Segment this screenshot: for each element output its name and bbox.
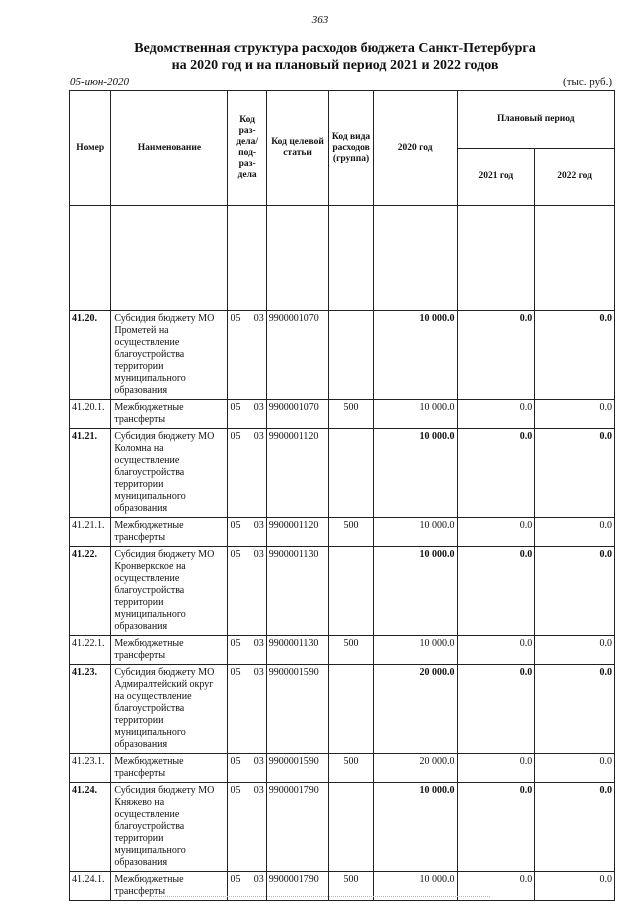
row-amount-2021: 0.0 (457, 665, 535, 754)
title-line-2: на 2020 год и на плановый период 2021 и 2022 годов (171, 58, 499, 73)
row-name: Межбюджетные трансферты (111, 872, 228, 901)
header-section: Код раз- дела/ под- раз- дела (228, 91, 266, 206)
row-target-code: 9900001130 (266, 547, 329, 636)
header-2020: 2020 год (373, 91, 457, 206)
row-section-code (228, 400, 266, 429)
row-amount-2022: 0.0 (535, 518, 615, 547)
row-name: Субсидия бюджету МО Адмиралтейский округ на осуществление благоустройства территории муниципального образования (111, 665, 228, 754)
subsection-code: 03 (253, 638, 264, 649)
row-amount-2020: 20 000.0 (373, 665, 457, 754)
table-row (70, 754, 615, 783)
table-row (70, 400, 615, 429)
budget-table (69, 90, 615, 901)
table-body (70, 311, 615, 901)
row-expense-type: 500 (329, 400, 373, 429)
row-amount-2020: 10 000.0 (373, 400, 457, 429)
row-amount-2020: 10 000.0 (373, 518, 457, 547)
row-number: 41.20. (70, 311, 111, 400)
row-amount-2022: 0.0 (535, 872, 615, 901)
row-amount-2021: 0.0 (457, 636, 535, 665)
row-name: Межбюджетные трансферты (111, 518, 228, 547)
row-amount-2022: 0.0 (535, 311, 615, 400)
row-name: Межбюджетные трансферты (111, 754, 228, 783)
section-code: 05 (230, 874, 241, 885)
row-name: Межбюджетные трансферты (111, 636, 228, 665)
row-section-code (228, 783, 266, 872)
row-name: Субсидия бюджету МО Кронверкское на осуществление благоустройства территории муниципального образования (111, 547, 228, 636)
subsection-code: 03 (253, 431, 264, 442)
row-amount-2022: 0.0 (535, 665, 615, 754)
header-expense-type: Код вида расходов (группа) (329, 91, 373, 206)
row-name: Межбюджетные трансферты (111, 400, 228, 429)
row-expense-type (329, 665, 373, 754)
header-2021: 2021 год (457, 148, 535, 206)
units-label: (тыс. руб.) (563, 76, 612, 88)
subsection-code: 03 (253, 667, 264, 678)
row-amount-2022: 0.0 (535, 636, 615, 665)
document-title (60, 40, 610, 74)
row-amount-2021: 0.0 (457, 311, 535, 400)
row-section-code (228, 636, 266, 665)
header-target: Код целевой статьи (266, 91, 329, 206)
header-number: Номер (70, 91, 111, 206)
row-number: 41.24. (70, 783, 111, 872)
row-target-code: 9900001130 (266, 636, 329, 665)
row-expense-type (329, 429, 373, 518)
section-code: 05 (230, 549, 241, 560)
row-amount-2021: 0.0 (457, 518, 535, 547)
row-expense-type: 500 (329, 872, 373, 901)
table-row (70, 518, 615, 547)
header-planned-period: Плановый период (457, 91, 614, 149)
table-row (70, 311, 615, 400)
row-expense-type (329, 547, 373, 636)
section-code: 05 (230, 431, 241, 442)
subsection-code: 03 (253, 402, 264, 413)
section-code: 05 (230, 638, 241, 649)
header-2022: 2022 год (535, 148, 615, 206)
table-row (70, 665, 615, 754)
header-name: Наименование (111, 91, 228, 206)
row-target-code: 9900001120 (266, 429, 329, 518)
row-number: 41.22.1. (70, 636, 111, 665)
row-amount-2022: 0.0 (535, 783, 615, 872)
row-section-code (228, 547, 266, 636)
row-target-code: 9900001790 (266, 872, 329, 901)
table-row (70, 429, 615, 518)
row-amount-2020: 20 000.0 (373, 754, 457, 783)
section-code: 05 (230, 520, 241, 531)
row-amount-2020: 10 000.0 (373, 783, 457, 872)
row-target-code: 9900001070 (266, 311, 329, 400)
row-target-code: 9900001070 (266, 400, 329, 429)
table-row (70, 783, 615, 872)
row-amount-2021: 0.0 (457, 547, 535, 636)
row-number: 41.22. (70, 547, 111, 636)
row-section-code (228, 665, 266, 754)
table-row (70, 636, 615, 665)
row-name: Субсидия бюджету МО Княжево на осуществление благоустройства территории муниципального образования (111, 783, 228, 872)
title-line-1: Ведомственная структура расходов бюджета Санкт-Петербурга (134, 41, 536, 56)
table-row (70, 547, 615, 636)
row-amount-2020: 10 000.0 (373, 872, 457, 901)
row-section-code (228, 311, 266, 400)
row-amount-2020: 10 000.0 (373, 547, 457, 636)
row-target-code: 9900001120 (266, 518, 329, 547)
section-code: 05 (230, 756, 241, 767)
row-amount-2021: 0.0 (457, 429, 535, 518)
row-amount-2021: 0.0 (457, 754, 535, 783)
row-amount-2022: 0.0 (535, 754, 615, 783)
row-target-code: 9900001590 (266, 665, 329, 754)
row-amount-2022: 0.0 (535, 429, 615, 518)
row-amount-2022: 0.0 (535, 547, 615, 636)
section-code: 05 (230, 313, 241, 324)
row-expense-type (329, 311, 373, 400)
row-amount-2020: 10 000.0 (373, 311, 457, 400)
section-code: 05 (230, 785, 241, 796)
row-number: 41.21. (70, 429, 111, 518)
section-code: 05 (230, 667, 241, 678)
row-name: Субсидия бюджету МО Прометей на осуществление благоустройства территории муниципального образования (111, 311, 228, 400)
section-code: 05 (230, 402, 241, 413)
subsection-code: 03 (253, 756, 264, 767)
row-section-code (228, 518, 266, 547)
row-number: 41.21.1. (70, 518, 111, 547)
row-target-code: 9900001790 (266, 783, 329, 872)
subsection-code: 03 (253, 785, 264, 796)
row-expense-type (329, 783, 373, 872)
row-number: 41.20.1. (70, 400, 111, 429)
subsection-code: 03 (253, 313, 264, 324)
subsection-code: 03 (253, 520, 264, 531)
row-target-code: 9900001590 (266, 754, 329, 783)
row-amount-2021: 0.0 (457, 872, 535, 901)
subsection-code: 03 (253, 549, 264, 560)
row-amount-2020: 10 000.0 (373, 429, 457, 518)
row-expense-type: 500 (329, 518, 373, 547)
row-amount-2021: 0.0 (457, 783, 535, 872)
subsection-code: 03 (253, 874, 264, 885)
row-amount-2022: 0.0 (535, 400, 615, 429)
page-number: 363 (311, 14, 329, 26)
header-spacer-row (70, 206, 615, 311)
row-amount-2021: 0.0 (457, 400, 535, 429)
row-amount-2020: 10 000.0 (373, 636, 457, 665)
document-date: 05-июн-2020 (70, 76, 130, 88)
row-section-code (228, 429, 266, 518)
row-number: 41.24.1. (70, 872, 111, 901)
table-header (70, 91, 615, 311)
row-number: 41.23. (70, 665, 111, 754)
row-name: Субсидия бюджету МО Коломна на осуществление благоустройства территории муниципального образования (111, 429, 228, 518)
row-expense-type: 500 (329, 754, 373, 783)
footer-divider (150, 896, 490, 897)
row-number: 41.23.1. (70, 754, 111, 783)
row-expense-type: 500 (329, 636, 373, 665)
row-section-code (228, 754, 266, 783)
